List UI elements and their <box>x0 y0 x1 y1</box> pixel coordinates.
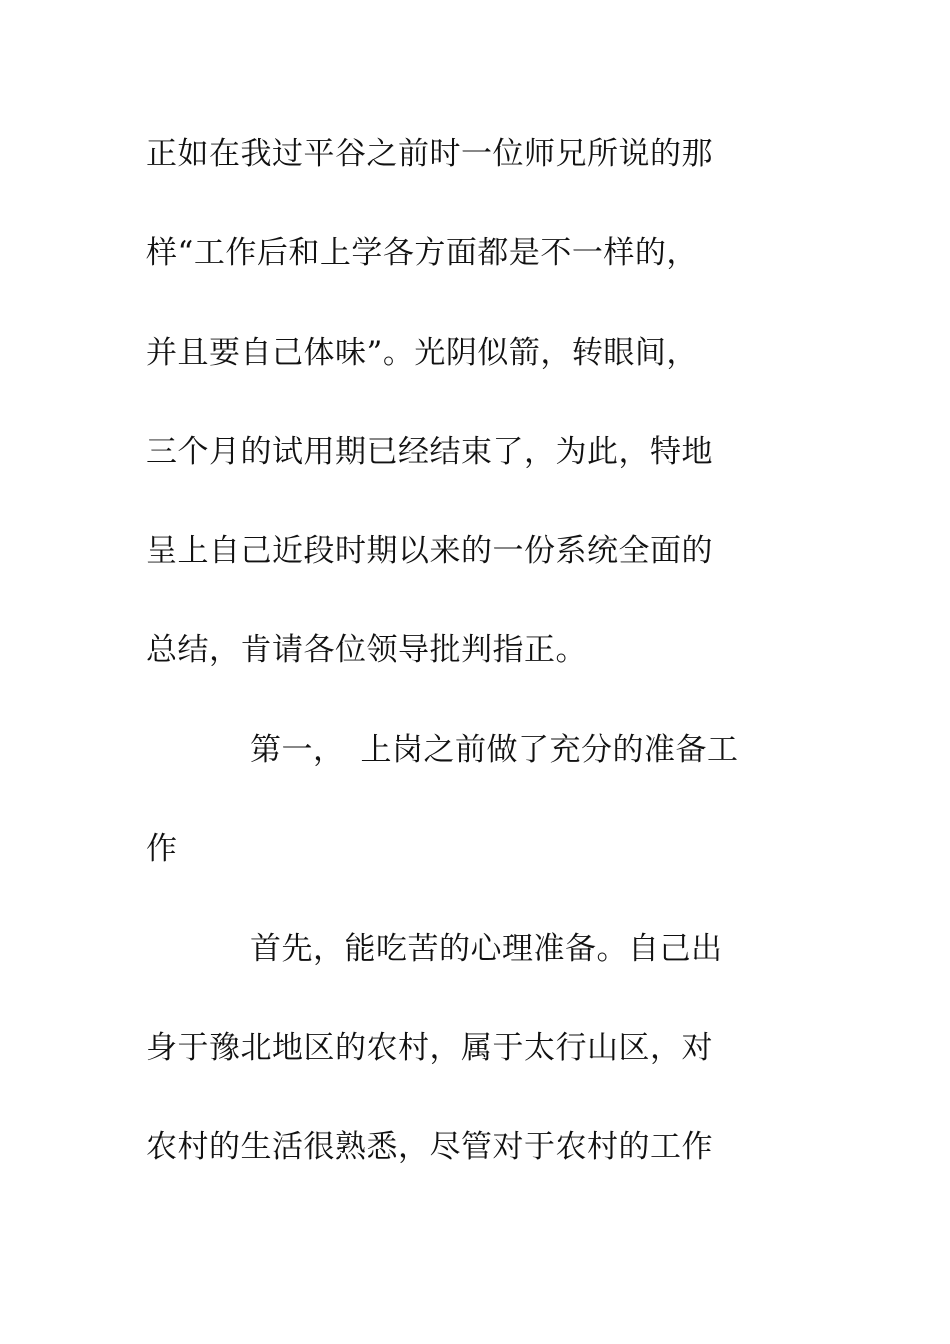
text-line-10: 身于豫北地区的农村，属于太行山区，对 <box>146 1030 713 1066</box>
text-line-5: 呈上自己近段时期以来的一份系统全面的 <box>146 533 713 569</box>
section-heading-line-1: 第一， 上岗之前做了充分的准备工 <box>250 732 739 768</box>
paragraph-start-line: 首先，能吃苦的心理准备。自己出 <box>250 931 723 967</box>
text-line-1: 正如在我过平谷之前时一位师兄所说的那 <box>146 136 713 172</box>
text-line-11: 农村的生活很熟悉，尽管对于农村的工作 <box>146 1129 713 1165</box>
text-line-4: 三个月的试用期已经结束了，为此，特地 <box>146 434 713 470</box>
text-line-3: 并且要自己体味”。光阴似箭，转眼间， <box>146 335 698 371</box>
text-line-2: 样“工作后和上学各方面都是不一样的， <box>146 235 698 271</box>
text-line-6: 总结，肯请各位领导批判指正。 <box>146 632 587 668</box>
section-heading-line-2: 作 <box>146 831 178 867</box>
